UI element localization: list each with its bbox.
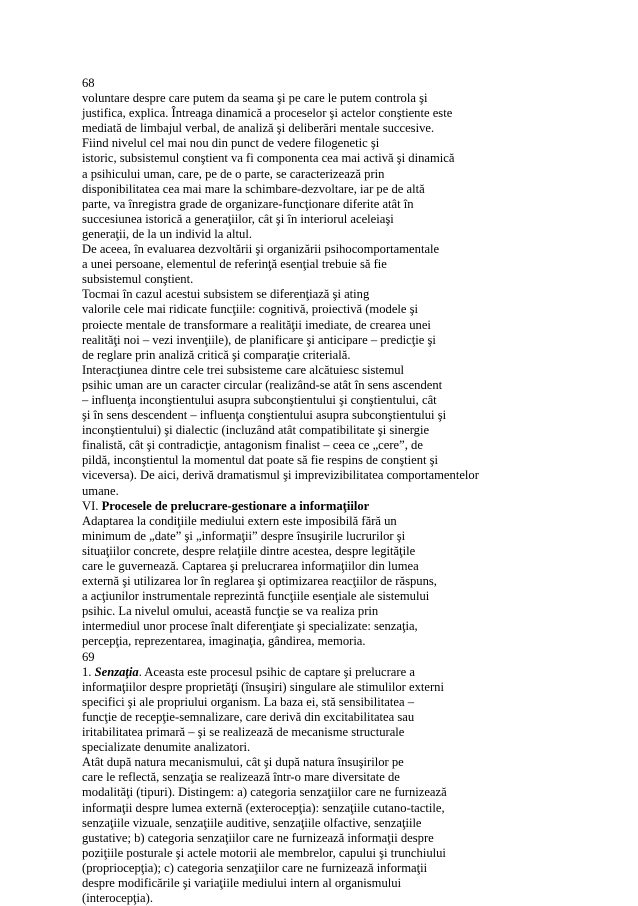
text-line [82,514,582,529]
text-segment: informaţiilor despre proprietăţi (însuşiri) singulare ale stimulilor externi [82,679,444,694]
text-line [82,634,582,649]
text-segment: disponibilitatea cea mai mare la schimbare-dezvoltare, iar pe de altă [82,181,425,196]
text-segment: specifici şi ale propriului organism. La baza ei, stă sensibilitatea – [82,694,415,709]
text-segment: specializate denumite analizatori. [82,740,251,755]
text-segment: iritabilitatea primară – şi se realizează de mecanisme structurale [82,725,405,740]
text-segment: justifica, explica. Întreaga dinamică a proceselor şi actelor conştiente este [82,106,453,121]
text-segment: 69 [82,649,95,664]
text-line [82,408,582,423]
text-line [82,484,582,499]
text-line [82,665,582,680]
text-segment: umane. [82,483,119,498]
text-segment: care le guvernează. Captarea şi prelucrarea informaţiilor din lumea [82,559,419,573]
text-segment: voluntare despre care putem da seama şi pe care le putem controla şi [82,91,428,106]
text-line [82,272,582,287]
text-segment: a acţiunilor instrumentale reprezintă funcţiile esenţiale ale sistemului [82,589,430,604]
text-segment: finalistă, cât şi contradicţie, antagonism finalist – ceea ce „cere”, de [82,438,423,453]
text-line [82,846,582,861]
text-segment: funcţie de recepţie-semnalizare, care derivă din excitabilitatea sau [82,709,415,724]
text-segment: Atât după natura mecanismului, cât şi după natura însuşirilor pe [82,755,404,770]
text-segment: subsistemul conştient. [82,272,194,287]
text-line [82,680,582,695]
text-segment: gustative; b) categoria senzaţiilor care ne furnizează informaţii despre [82,830,434,845]
text-line [82,453,582,468]
text-line [82,182,582,197]
text-line [82,876,582,891]
text-segment: şi în sens descendent – influenţa conştientului asupra subconştientului şi [82,408,447,423]
text-line [82,257,582,272]
text-segment: 68 [82,76,95,90]
text-line [82,710,582,725]
text-line [82,106,582,121]
text-line [82,785,582,800]
text-line [82,725,582,740]
text-line [82,529,582,544]
text-line [82,302,582,317]
text-segment: Fiind nivelul cel mai nou din punct de vedere filogenetic şi [82,136,380,151]
text-line [82,151,582,166]
text-segment: parte, va înregistra grade de organizare-funcţionare diferite atât în [82,196,414,211]
text-line [82,816,582,831]
text-line [82,770,582,785]
text-line [82,831,582,846]
emphasized-text: Senzaţia [94,664,139,679]
text-segment: a psihicului uman, care, pe de o parte, se caracterizează prin [82,166,385,181]
text-segment: succesiunea istorică a generaţiilor, cât şi în interiorul aceleiaşi [82,211,394,226]
text-line [82,363,582,378]
text-line [82,393,582,408]
text-segment: pildă, inconştientul la momentul dat poate să fie respins de conştient şi [82,453,439,468]
text-segment: . Aceasta este procesul psihic de captare şi prelucrare a [138,664,415,679]
body-text [82,76,582,906]
text-segment: istoric, subsistemul conştient va fi componenta cea mai activă şi dinamică [82,151,455,166]
text-segment: proiecte mentale de transformare a realităţii imediate, de crearea unei [82,317,431,332]
text-segment: (propriocepţia); c) categoria senzaţiilor care ne furnizează informaţii [82,860,428,875]
text-line [82,348,582,363]
text-line [82,438,582,453]
text-segment: De aceea, în evaluarea dezvoltării şi organizării psihocomportamentale [82,242,440,257]
text-segment: de reglare prin analiză critică şi comparaţie criterială. [82,347,351,362]
text-segment: 1. [82,664,95,679]
text-line [82,891,582,906]
text-line [82,574,582,589]
text-line [82,91,582,106]
text-line [82,604,582,619]
text-segment: generaţii, de la un individ la altul. [82,226,252,241]
text-line [82,650,582,665]
text-line [82,121,582,136]
text-line [82,197,582,212]
text-line [82,801,582,816]
emphasized-text: Procesele de prelucrare-gestionare a informaţiilor [101,498,370,513]
text-line [82,544,582,559]
text-segment: inconştientului) şi dialectic (incluzând atât compatibilitate şi sinergie [82,423,430,438]
text-line [82,619,582,634]
text-segment: psihic uman are un caracter circular (realizând-se atât în sens ascendent [82,377,443,392]
text-line [82,695,582,710]
text-segment: realităţi noi – vezi invenţiile), de planificare şi anticipare – predicţie şi [82,332,436,347]
text-segment: despre modificările şi variaţiile mediului intern al organismului [82,875,402,890]
text-segment: poziţiile posturale şi actele motorii ale membrelor, capului şi trunchiului [82,845,446,860]
text-segment: care le reflectă, senzaţia se realizează într-o mare diversitate de [82,770,400,785]
text-line [82,76,582,91]
text-line [82,136,582,151]
text-line [82,287,582,302]
text-line [82,861,582,876]
text-segment: externă şi utilizarea lor în reglarea şi optimizarea reacţiilor de răspuns, [82,574,437,589]
text-segment: Interacţiunea dintre cele trei subsisteme care alcătuiesc sistemul [82,362,405,377]
text-segment: informaţii despre lumea externă (exterocepţia): senzaţiile cutano-tactile, [82,800,445,815]
text-segment: percepţia, reprezentarea, imaginaţia, gândirea, memoria. [82,634,366,649]
text-line [82,167,582,182]
text-line [82,378,582,393]
text-line [82,333,582,348]
text-segment: valorile cele mai ridicate funcţiile: cognitivă, proiectivă (modele şi [82,302,419,317]
text-segment: situaţiilor concrete, despre relaţiile dintre acestea, despre legităţile [82,543,416,558]
text-segment: modalităţi (tipuri). Distingem: a) categoria senzaţiilor care ne furnizează [82,785,447,800]
text-segment: Tocmai în cazul acestui subsistem se diferenţiază şi ating [82,287,370,302]
text-line [82,499,582,514]
text-segment: a unei persoane, elementul de referinţă esenţial trebuie să fie [82,257,387,272]
text-line [82,227,582,242]
text-segment: – influenţa inconştientului asupra subconştientului şi conştientului, cât [82,392,437,407]
text-segment: mediată de limbajul verbal, de analiză şi deliberări mentale succesive. [82,121,435,136]
text-line [82,423,582,438]
text-segment: VI. [82,498,102,513]
text-line [82,740,582,755]
text-segment: psihic. La nivelul omului, această funcţie se va realiza prin [82,604,379,619]
text-line [82,559,582,574]
text-segment: (interocepţia). [82,891,153,906]
text-line [82,589,582,604]
text-segment: minimum de „date” şi „informaţii” despre însuşirile lucrurilor şi [82,528,406,543]
text-segment: senzaţiile vizuale, senzaţiile auditive, senzaţiile olfactive, senzaţiile [82,815,422,830]
text-segment: viceversa). De aici, derivă dramatismul şi imprevizibilitatea comportamentelor [82,468,479,483]
text-segment: intermediul unor procese înalt diferenţiate şi specializate: senzaţia, [82,619,418,634]
text-line [82,468,582,483]
text-segment: Adaptarea la condiţiile mediului extern este imposibilă fără un [82,513,397,528]
text-line [82,212,582,227]
text-line [82,318,582,333]
text-line [82,755,582,770]
text-line [82,242,582,257]
